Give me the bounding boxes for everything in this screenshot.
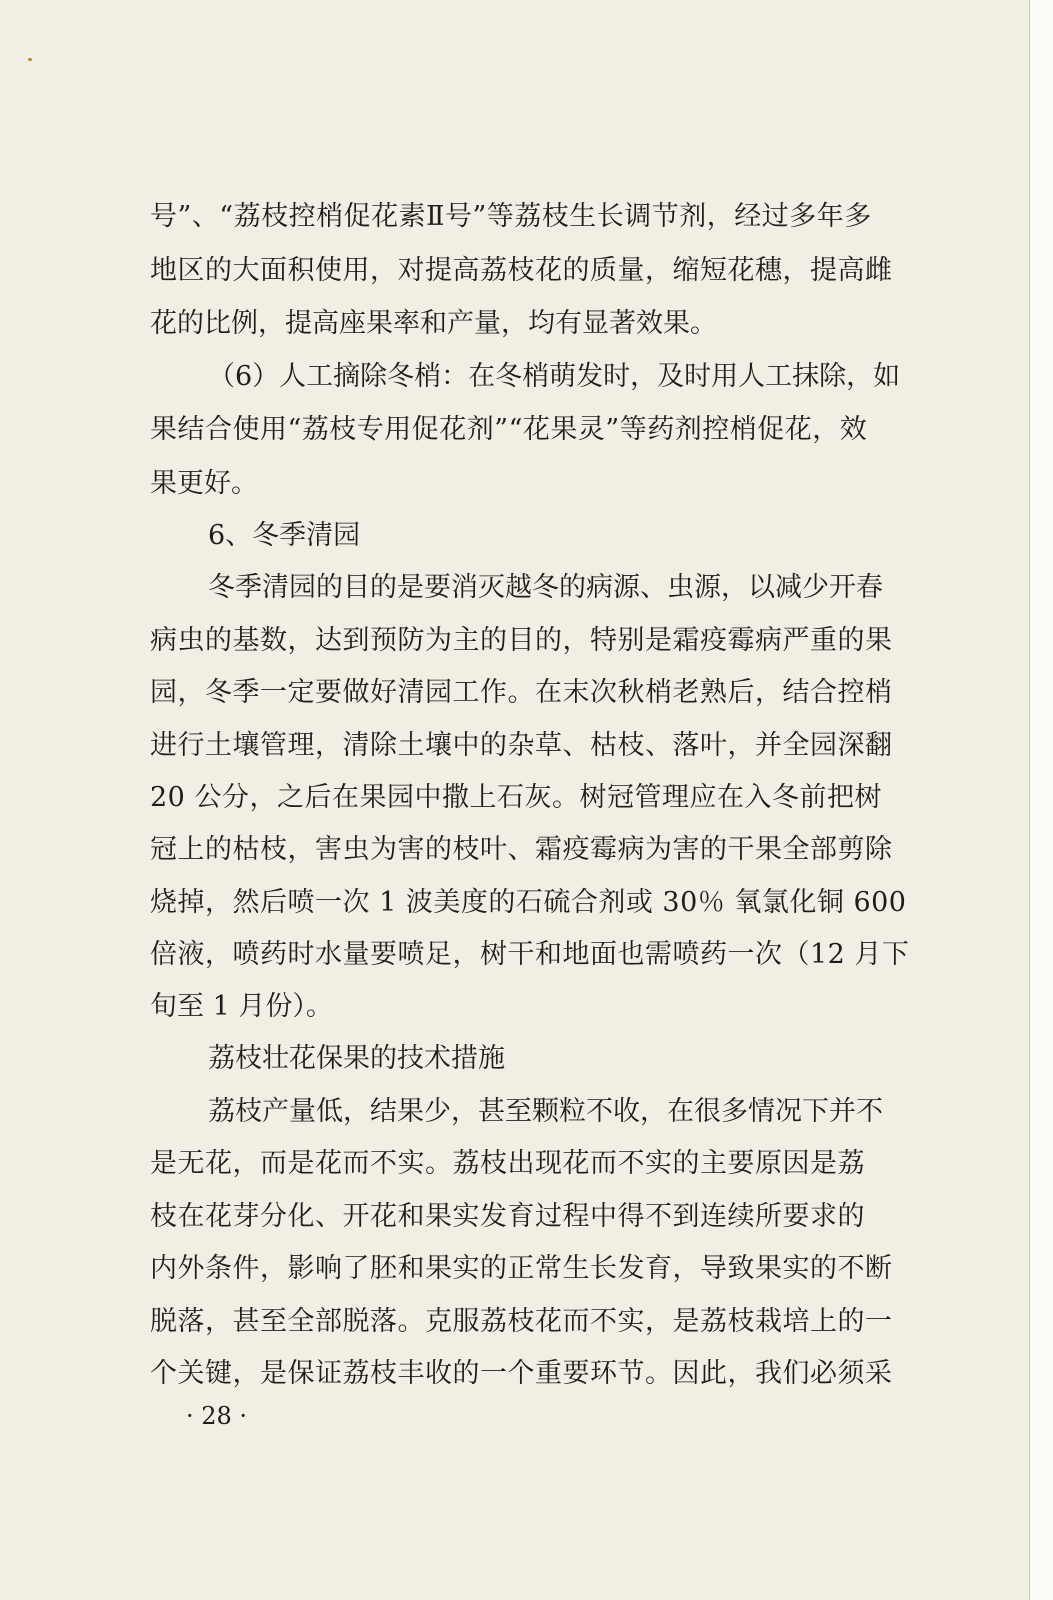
text-line: 地区的大面积使用，对提高荔枝花的质量，缩短花穗，提高雌 — [150, 255, 893, 286]
text-line: （6）人工摘除冬梢：在冬梢萌发时，及时用人工抹除，如 — [208, 361, 901, 392]
text-line: 旬至 1 月份）。 — [150, 991, 333, 1022]
text-line: 荔枝产量低，结果少，甚至颗粒不收，在很多情况下并不 — [208, 1096, 883, 1127]
text-line: 果更好。 — [150, 468, 258, 499]
section-heading: 6、冬季清园 — [208, 520, 361, 551]
text-line: 个关键，是保证荔枝丰收的一个重要环节。因此，我们必须采 — [150, 1358, 893, 1389]
page-number: · 28 · — [186, 1402, 248, 1430]
text-line: 是无花，而是花而不实。荔枝出现花而不实的主要原因是荔 — [150, 1148, 865, 1179]
text-line: 烧掉，然后喷一次 1 波美度的石硫合剂或 30％ 氧氯化铜 600 — [150, 887, 907, 918]
text-line: 果结合使用“荔枝专用促花剂”“花果灵”等药剂控梢促花，效 — [150, 414, 868, 445]
text-line: 倍液，喷药时水量要喷足，树干和地面也需喷药一次（12 月下 — [150, 939, 910, 970]
section-heading: 荔枝壮花保果的技术措施 — [208, 1043, 505, 1074]
text-line: 园，冬季一定要做好清园工作。在末次秋梢老熟后，结合控梢 — [150, 677, 893, 708]
text-line: 枝在花芽分化、开花和果实发育过程中得不到连续所要求的 — [150, 1201, 865, 1232]
text-line: 号”、“荔枝控梢促花素Ⅱ号”等荔枝生长调节剂，经过多年多 — [150, 201, 872, 232]
text-line: 20 公分，之后在果园中撒上石灰。树冠管理应在入冬前把树 — [150, 782, 882, 813]
text-line: 脱落，甚至全部脱落。克服荔枝花而不实，是荔枝栽培上的一 — [150, 1306, 893, 1337]
text-line: 冬季清园的目的是要消灭越冬的病源、虫源，以减少开春 — [208, 572, 883, 603]
text-line: 进行土壤管理，清除土壤中的杂草、枯枝、落叶，并全园深翻 — [150, 730, 893, 761]
scan-edge-band — [1030, 0, 1053, 1600]
text-line: 内外条件，影响了胚和果实的正常生长发育，导致果实的不断 — [150, 1253, 893, 1284]
text-line: 冠上的枯枝，害虫为害的枝叶、霜疫霉病为害的干果全部剪除 — [150, 834, 893, 865]
paper-speck — [28, 58, 32, 61]
text-line: 病虫的基数，达到预防为主的目的，特别是霜疫霉病严重的果 — [150, 625, 893, 656]
text-line: 花的比例，提高座果率和产量，均有显著效果。 — [150, 308, 717, 339]
